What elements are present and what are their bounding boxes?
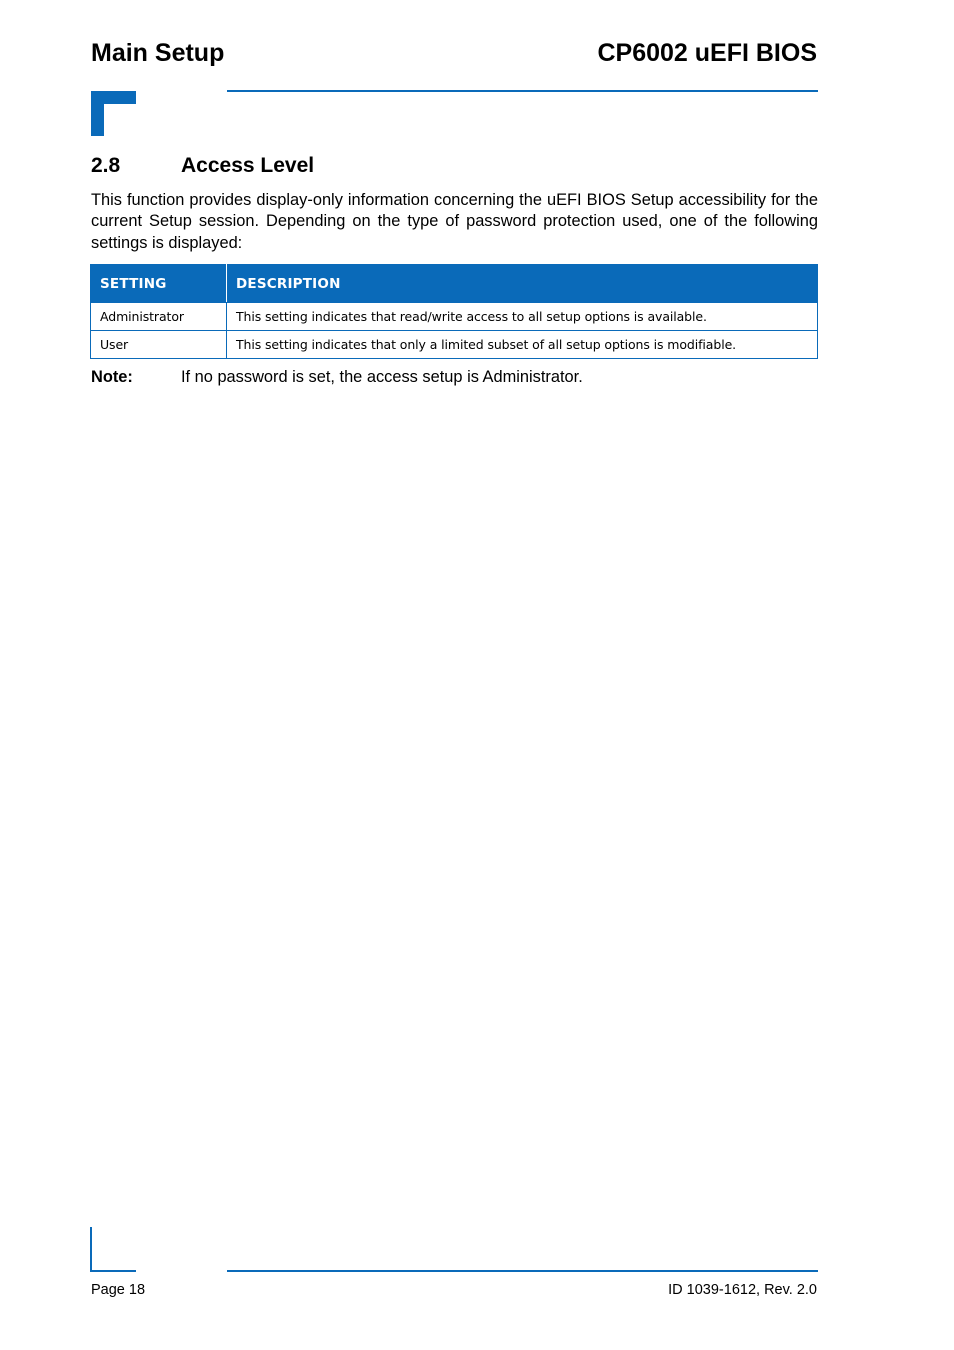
document-id: ID 1039-1612, Rev. 2.0 bbox=[668, 1282, 817, 1298]
page-number: Page 18 bbox=[91, 1282, 146, 1298]
setting-cell: User bbox=[91, 331, 227, 359]
table-row bbox=[91, 331, 818, 359]
description-cell: This setting indicates that only a limited subset of all setup options is modifiable. bbox=[227, 331, 818, 359]
note-label: Note: bbox=[91, 368, 133, 386]
section-number: 2.8 bbox=[91, 154, 121, 177]
corner-mark-vertical bbox=[91, 91, 104, 136]
header-rule bbox=[227, 90, 818, 92]
column-header-setting: SETTING bbox=[91, 265, 227, 303]
table-row bbox=[91, 303, 818, 331]
footer-rule bbox=[227, 1270, 818, 1272]
section-intro-paragraph: This function provides display-only information concerning the uEFI BIOS Setup accessibility for the current Setup session. Depending on the type of password protection used, one of the following settings is displayed: bbox=[91, 191, 818, 252]
note-text: If no password is set, the access setup is Administrator. bbox=[181, 368, 583, 386]
header-chapter-title: Main Setup bbox=[91, 39, 225, 67]
header-document-title: CP6002 uEFI BIOS bbox=[597, 39, 817, 67]
table-header-row bbox=[91, 265, 818, 303]
footer-corner-vertical bbox=[90, 1227, 92, 1272]
section-title: Access Level bbox=[181, 154, 315, 177]
column-header-description: DESCRIPTION bbox=[227, 265, 818, 303]
footer-corner-horizontal bbox=[90, 1270, 136, 1272]
description-cell: This setting indicates that read/write access to all setup options is available. bbox=[227, 303, 818, 331]
access-level-table bbox=[90, 264, 818, 359]
setting-cell: Administrator bbox=[91, 303, 227, 331]
